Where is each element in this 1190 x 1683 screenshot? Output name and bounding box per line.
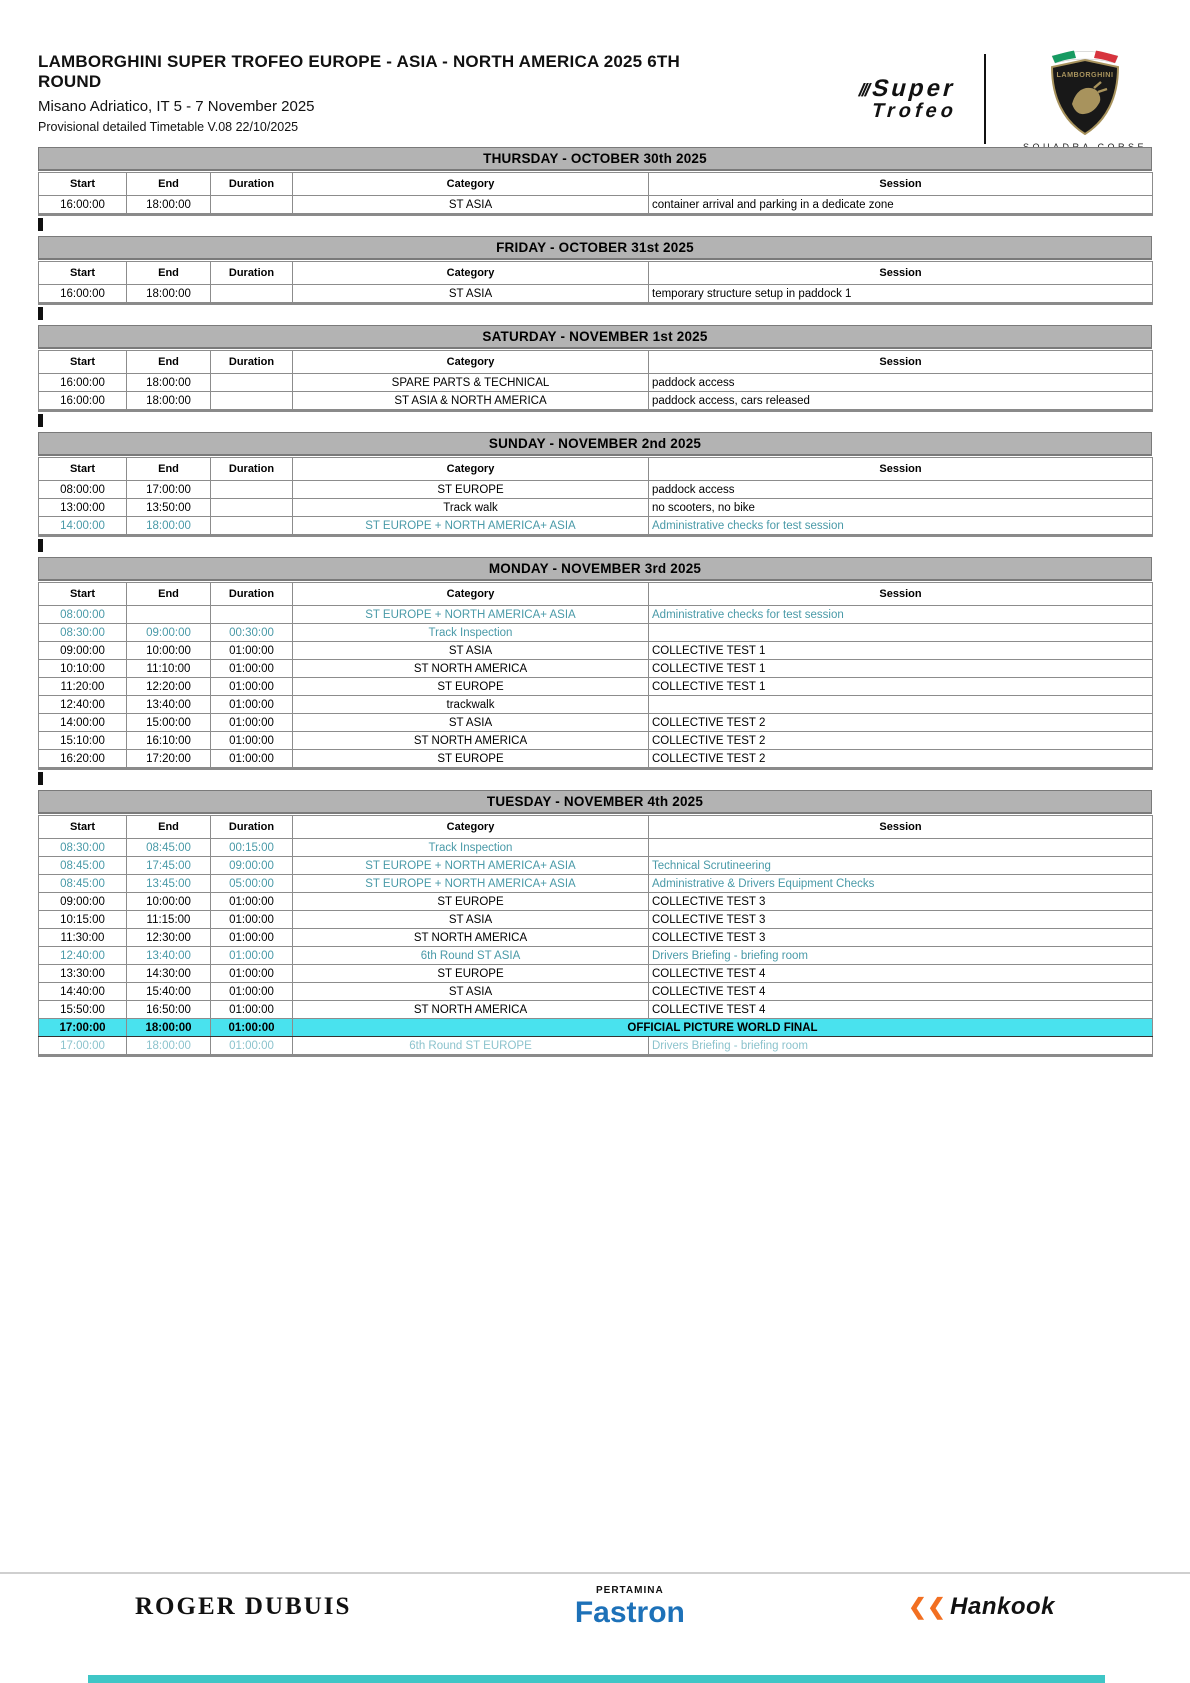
timetable-row xyxy=(39,678,1153,696)
session-cell: no scooters, no bike xyxy=(649,499,1153,517)
column-header-category: Category xyxy=(293,351,649,374)
duration-cell: 01:00:00 xyxy=(211,678,293,696)
day-section xyxy=(38,236,1152,305)
column-header-start: Start xyxy=(39,173,127,196)
end-cell: 15:40:00 xyxy=(127,983,211,1001)
column-header-row xyxy=(39,583,1153,606)
footer-divider xyxy=(0,1572,1190,1574)
event-location-dates: Misano Adriatico, IT 5 - 7 November 2025 xyxy=(38,98,315,115)
end-cell: 10:00:00 xyxy=(127,642,211,660)
session-cell: COLLECTIVE TEST 2 xyxy=(649,714,1153,732)
start-cell: 08:45:00 xyxy=(39,875,127,893)
duration-cell: 01:00:00 xyxy=(211,660,293,678)
duration-cell: 01:00:00 xyxy=(211,947,293,965)
column-header-duration: Duration xyxy=(211,262,293,285)
start-cell: 09:00:00 xyxy=(39,893,127,911)
category-cell: ST EUROPE + NORTH AMERICA+ ASIA xyxy=(293,517,649,536)
duration-cell xyxy=(211,517,293,536)
session-cell: COLLECTIVE TEST 1 xyxy=(649,678,1153,696)
column-header-session: Session xyxy=(649,173,1153,196)
end-cell: 18:00:00 xyxy=(127,517,211,536)
duration-cell: 01:00:00 xyxy=(211,732,293,750)
category-cell: ST EUROPE xyxy=(293,893,649,911)
session-cell: COLLECTIVE TEST 1 xyxy=(649,660,1153,678)
duration-cell xyxy=(211,374,293,392)
timetable-row xyxy=(39,642,1153,660)
duration-cell xyxy=(211,392,293,411)
duration-cell: 01:00:00 xyxy=(211,750,293,769)
start-cell: 11:30:00 xyxy=(39,929,127,947)
merged-session-cell: OFFICIAL PICTURE WORLD FINAL xyxy=(293,1019,1153,1037)
end-cell: 12:20:00 xyxy=(127,678,211,696)
column-header-category: Category xyxy=(293,458,649,481)
column-header-duration: Duration xyxy=(211,583,293,606)
start-cell: 08:30:00 xyxy=(39,839,127,857)
page-title: LAMBORGHINI SUPER TROFEO EUROPE - ASIA - NORTH AMERICA 2025 6TH ROUND xyxy=(38,52,680,91)
timetable-row xyxy=(39,750,1153,769)
column-header-end: End xyxy=(127,583,211,606)
page-edge-mark xyxy=(38,539,43,552)
start-cell: 13:00:00 xyxy=(39,499,127,517)
category-cell: ST NORTH AMERICA xyxy=(293,1001,649,1019)
timetable-row xyxy=(39,732,1153,750)
day-table xyxy=(38,350,1153,412)
page-edge-mark xyxy=(38,772,43,785)
session-cell: COLLECTIVE TEST 3 xyxy=(649,893,1153,911)
session-cell: container arrival and parking in a dedicate zone xyxy=(649,196,1153,215)
timetable-row xyxy=(39,517,1153,536)
day-title: FRIDAY - OCTOBER 31st 2025 xyxy=(38,236,1152,260)
timetable-row xyxy=(39,911,1153,929)
session-cell: COLLECTIVE TEST 3 xyxy=(649,929,1153,947)
day-section xyxy=(38,325,1152,412)
timetable-row xyxy=(39,875,1153,893)
column-header-row xyxy=(39,816,1153,839)
timetable-row xyxy=(39,714,1153,732)
category-cell: ST EUROPE + NORTH AMERICA+ ASIA xyxy=(293,857,649,875)
session-cell: COLLECTIVE TEST 1 xyxy=(649,642,1153,660)
column-header-duration: Duration xyxy=(211,351,293,374)
timetable-row xyxy=(39,983,1153,1001)
column-header-start: Start xyxy=(39,262,127,285)
category-cell: ST EUROPE xyxy=(293,481,649,499)
table-gap xyxy=(38,218,1152,236)
duration-cell: 00:30:00 xyxy=(211,624,293,642)
category-cell: ST NORTH AMERICA xyxy=(293,929,649,947)
session-cell: Administrative & Drivers Equipment Checks xyxy=(649,875,1153,893)
timetable-row xyxy=(39,499,1153,517)
timetable-row xyxy=(39,947,1153,965)
column-header-category: Category xyxy=(293,173,649,196)
page-bottom-bar xyxy=(88,1675,1105,1683)
end-cell: 11:15:00 xyxy=(127,911,211,929)
timetable-row xyxy=(39,624,1153,642)
duration-cell: 01:00:00 xyxy=(211,911,293,929)
timetable-version: Provisional detailed Timetable V.08 22/10/2025 xyxy=(38,120,299,134)
start-cell: 10:10:00 xyxy=(39,660,127,678)
timetable-row xyxy=(39,929,1153,947)
start-cell: 16:00:00 xyxy=(39,374,127,392)
day-section xyxy=(38,557,1152,770)
sponsor-footer xyxy=(0,1586,1190,1628)
column-header-row xyxy=(39,262,1153,285)
session-cell: COLLECTIVE TEST 2 xyxy=(649,732,1153,750)
duration-cell: 09:00:00 xyxy=(211,857,293,875)
session-cell: temporary structure setup in paddock 1 xyxy=(649,285,1153,304)
session-cell: COLLECTIVE TEST 3 xyxy=(649,911,1153,929)
end-cell: 10:00:00 xyxy=(127,893,211,911)
start-cell: 09:00:00 xyxy=(39,642,127,660)
day-title: TUESDAY - NOVEMBER 4th 2025 xyxy=(38,790,1152,814)
lamborghini-squadra-corse-logo xyxy=(1010,46,1160,152)
start-cell: 16:20:00 xyxy=(39,750,127,769)
day-table xyxy=(38,172,1153,216)
timetable-row xyxy=(39,1001,1153,1019)
logo-area xyxy=(760,45,1160,153)
start-cell: 08:45:00 xyxy=(39,857,127,875)
session-cell: Technical Scrutineering xyxy=(649,857,1153,875)
session-cell: Drivers Briefing - briefing room xyxy=(649,1037,1153,1056)
column-header-row xyxy=(39,173,1153,196)
end-cell: 12:30:00 xyxy=(127,929,211,947)
timetable-row xyxy=(39,1019,1153,1037)
start-cell: 08:00:00 xyxy=(39,606,127,624)
super-trofeo-word1: Super xyxy=(869,75,959,102)
end-cell: 18:00:00 xyxy=(127,1019,211,1037)
day-section xyxy=(38,432,1152,537)
end-cell: 13:50:00 xyxy=(127,499,211,517)
start-cell: 08:00:00 xyxy=(39,481,127,499)
category-cell: ST NORTH AMERICA xyxy=(293,660,649,678)
session-cell: COLLECTIVE TEST 4 xyxy=(649,965,1153,983)
column-header-session: Session xyxy=(649,262,1153,285)
hankook-logo xyxy=(908,1593,1055,1621)
category-cell: ST ASIA xyxy=(293,642,649,660)
category-cell: ST ASIA xyxy=(293,285,649,304)
start-cell: 16:00:00 xyxy=(39,392,127,411)
hankook-label: Hankook xyxy=(950,1593,1055,1620)
duration-cell: 01:00:00 xyxy=(211,1001,293,1019)
table-gap xyxy=(38,414,1152,432)
category-cell: ST EUROPE xyxy=(293,678,649,696)
super-trofeo-logo xyxy=(851,77,965,121)
session-cell xyxy=(649,696,1153,714)
session-cell: COLLECTIVE TEST 4 xyxy=(649,983,1153,1001)
timetable-row xyxy=(39,839,1153,857)
category-cell: ST ASIA xyxy=(293,983,649,1001)
timetable-row xyxy=(39,1037,1153,1056)
timetable-row xyxy=(39,374,1153,392)
table-gap xyxy=(38,539,1152,557)
end-cell: 09:00:00 xyxy=(127,624,211,642)
end-cell: 17:20:00 xyxy=(127,750,211,769)
end-cell: 17:00:00 xyxy=(127,481,211,499)
timetable-row xyxy=(39,392,1153,411)
category-cell: ST EUROPE xyxy=(293,750,649,769)
timetable-row xyxy=(39,893,1153,911)
day-table xyxy=(38,457,1153,537)
column-header-category: Category xyxy=(293,262,649,285)
column-header-category: Category xyxy=(293,583,649,606)
duration-cell: 01:00:00 xyxy=(211,714,293,732)
column-header-end: End xyxy=(127,351,211,374)
start-cell: 17:00:00 xyxy=(39,1037,127,1056)
day-section xyxy=(38,147,1152,216)
duration-cell: 01:00:00 xyxy=(211,893,293,911)
category-cell: Track Inspection xyxy=(293,624,649,642)
day-title: SATURDAY - NOVEMBER 1st 2025 xyxy=(38,325,1152,349)
start-cell: 17:00:00 xyxy=(39,1019,127,1037)
end-cell: 08:45:00 xyxy=(127,839,211,857)
category-cell: SPARE PARTS & TECHNICAL xyxy=(293,374,649,392)
duration-cell xyxy=(211,606,293,624)
page-edge-mark xyxy=(38,307,43,320)
category-cell: ST ASIA xyxy=(293,714,649,732)
start-cell: 15:10:00 xyxy=(39,732,127,750)
day-title: THURSDAY - OCTOBER 30th 2025 xyxy=(38,147,1152,171)
column-header-row xyxy=(39,351,1153,374)
timetable-row xyxy=(39,606,1153,624)
duration-cell: 01:00:00 xyxy=(211,1019,293,1037)
pertamina-fastron-logo xyxy=(575,1586,685,1628)
session-cell: paddock access xyxy=(649,481,1153,499)
page-edge-mark xyxy=(38,218,43,231)
column-header-end: End xyxy=(127,262,211,285)
start-cell: 08:30:00 xyxy=(39,624,127,642)
start-cell: 12:40:00 xyxy=(39,696,127,714)
day-section xyxy=(38,790,1152,1057)
timetable-row xyxy=(39,965,1153,983)
end-cell: 13:40:00 xyxy=(127,947,211,965)
duration-cell: 01:00:00 xyxy=(211,983,293,1001)
duration-cell xyxy=(211,481,293,499)
roger-dubuis-logo: ROGER DUBUIS xyxy=(135,1593,352,1620)
start-cell: 16:00:00 xyxy=(39,285,127,304)
tables xyxy=(38,147,1152,1057)
duration-cell: 01:00:00 xyxy=(211,696,293,714)
duration-cell xyxy=(211,196,293,215)
table-gap xyxy=(38,772,1152,790)
category-cell: 6th Round ST ASIA xyxy=(293,947,649,965)
column-header-session: Session xyxy=(649,816,1153,839)
category-cell: ST ASIA xyxy=(293,196,649,215)
column-header-start: Start xyxy=(39,583,127,606)
fastron-label: Fastron xyxy=(574,1596,685,1629)
category-cell: ST EUROPE + NORTH AMERICA+ ASIA xyxy=(293,875,649,893)
duration-cell: 01:00:00 xyxy=(211,929,293,947)
end-cell: 16:10:00 xyxy=(127,732,211,750)
duration-cell xyxy=(211,499,293,517)
end-cell: 18:00:00 xyxy=(127,374,211,392)
column-header-end: End xyxy=(127,458,211,481)
column-header-duration: Duration xyxy=(211,458,293,481)
start-cell: 14:00:00 xyxy=(39,517,127,536)
column-header-start: Start xyxy=(39,816,127,839)
column-header-session: Session xyxy=(649,583,1153,606)
column-header-category: Category xyxy=(293,816,649,839)
end-cell: 18:00:00 xyxy=(127,196,211,215)
duration-cell xyxy=(211,285,293,304)
column-header-row xyxy=(39,458,1153,481)
category-cell: ST EUROPE + NORTH AMERICA+ ASIA xyxy=(293,606,649,624)
category-cell: ST ASIA xyxy=(293,911,649,929)
column-header-start: Start xyxy=(39,351,127,374)
start-cell: 10:15:00 xyxy=(39,911,127,929)
category-cell: Track Inspection xyxy=(293,839,649,857)
speed-stripes-icon: /// xyxy=(856,80,871,100)
category-cell: ST ASIA & NORTH AMERICA xyxy=(293,392,649,411)
column-header-session: Session xyxy=(649,351,1153,374)
svg-text:LAMBORGHINI: LAMBORGHINI xyxy=(1056,70,1114,79)
end-cell: 13:45:00 xyxy=(127,875,211,893)
start-cell: 15:50:00 xyxy=(39,1001,127,1019)
end-cell: 11:10:00 xyxy=(127,660,211,678)
duration-cell: 01:00:00 xyxy=(211,642,293,660)
end-cell: 15:00:00 xyxy=(127,714,211,732)
lamborghini-shield-icon xyxy=(1042,46,1128,138)
end-cell: 17:45:00 xyxy=(127,857,211,875)
day-title: SUNDAY - NOVEMBER 2nd 2025 xyxy=(38,432,1152,456)
column-header-end: End xyxy=(127,173,211,196)
timetable-row xyxy=(39,196,1153,215)
duration-cell: 05:00:00 xyxy=(211,875,293,893)
column-header-start: Start xyxy=(39,458,127,481)
session-cell: COLLECTIVE TEST 2 xyxy=(649,750,1153,769)
start-cell: 12:40:00 xyxy=(39,947,127,965)
start-cell: 16:00:00 xyxy=(39,196,127,215)
hankook-wing-icon: ❮❮ xyxy=(908,1594,947,1619)
document-header xyxy=(38,52,738,134)
duration-cell: 01:00:00 xyxy=(211,1037,293,1056)
session-cell: paddock access, cars released xyxy=(649,392,1153,411)
category-cell: ST EUROPE xyxy=(293,965,649,983)
start-cell: 13:30:00 xyxy=(39,965,127,983)
super-trofeo-word2: Trofeo xyxy=(869,100,960,122)
start-cell: 14:00:00 xyxy=(39,714,127,732)
column-header-session: Session xyxy=(649,458,1153,481)
session-cell: COLLECTIVE TEST 4 xyxy=(649,1001,1153,1019)
end-cell: 14:30:00 xyxy=(127,965,211,983)
table-gap xyxy=(38,307,1152,325)
session-cell: Drivers Briefing - briefing room xyxy=(649,947,1153,965)
day-table xyxy=(38,815,1153,1057)
column-header-duration: Duration xyxy=(211,173,293,196)
timetable-row xyxy=(39,285,1153,304)
logo-divider xyxy=(984,54,986,144)
end-cell: 16:50:00 xyxy=(127,1001,211,1019)
category-cell: Track walk xyxy=(293,499,649,517)
end-cell xyxy=(127,606,211,624)
end-cell: 18:00:00 xyxy=(127,1037,211,1056)
column-header-end: End xyxy=(127,816,211,839)
start-cell: 14:40:00 xyxy=(39,983,127,1001)
timetable-row xyxy=(39,481,1153,499)
timetable-row xyxy=(39,696,1153,714)
end-cell: 18:00:00 xyxy=(127,392,211,411)
day-table xyxy=(38,582,1153,770)
session-cell: Administrative checks for test session xyxy=(649,517,1153,536)
start-cell: 11:20:00 xyxy=(39,678,127,696)
day-table xyxy=(38,261,1153,305)
timetable-row xyxy=(39,857,1153,875)
category-cell: 6th Round ST EUROPE xyxy=(293,1037,649,1056)
end-cell: 13:40:00 xyxy=(127,696,211,714)
duration-cell: 01:00:00 xyxy=(211,965,293,983)
category-cell: ST NORTH AMERICA xyxy=(293,732,649,750)
day-title: MONDAY - NOVEMBER 3rd 2025 xyxy=(38,557,1152,581)
duration-cell: 00:15:00 xyxy=(211,839,293,857)
pertamina-label: PERTAMINA xyxy=(595,1585,664,1596)
category-cell: trackwalk xyxy=(293,696,649,714)
column-header-duration: Duration xyxy=(211,816,293,839)
session-cell xyxy=(649,624,1153,642)
end-cell: 18:00:00 xyxy=(127,285,211,304)
session-cell: Administrative checks for test session xyxy=(649,606,1153,624)
page-edge-mark xyxy=(38,414,43,427)
session-cell: paddock access xyxy=(649,374,1153,392)
session-cell xyxy=(649,839,1153,857)
timetable-row xyxy=(39,660,1153,678)
